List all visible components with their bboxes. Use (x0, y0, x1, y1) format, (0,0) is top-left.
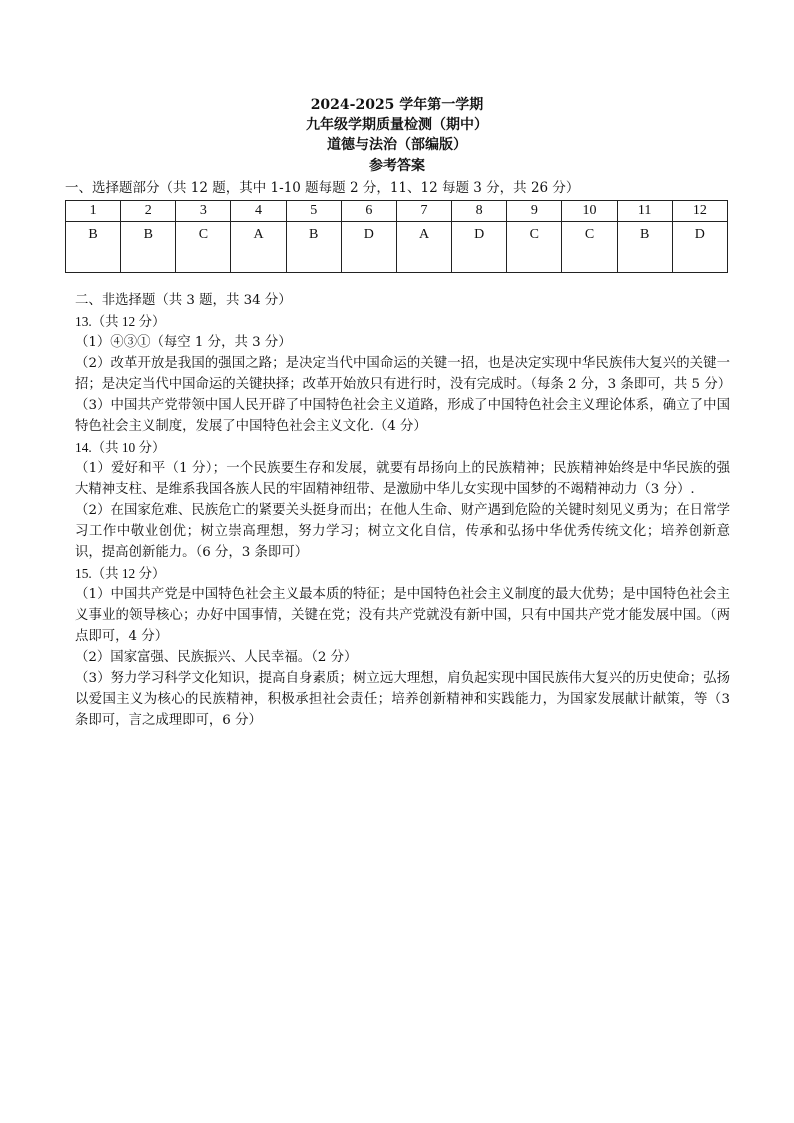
question-number-row (66, 201, 728, 222)
answer-key-heading: 参考答案 (369, 158, 425, 174)
q13-title: 13.（共 12 分） (75, 314, 166, 329)
answer-cell: B (121, 222, 176, 273)
answer-cell: A (231, 222, 286, 273)
q15-answer-3: （3）努力学习科学文化知识，提高自身素质；树立远大理想，肩负起实现中国民族伟大复兴的历史使命；弘扬以爱国主义为核心的民族精神，积极承担社会责任；培养创新精神和实践能力，为国家发展献计献策，等（3 条即可，言之成理即可，6 分） (75, 671, 730, 728)
q14-answer-1: （1）爱好和平（1 分）；一个民族要生存和发展，就要有昂扬向上的民族精神；民族精神始终是中华民族的强大精神支柱、是维系我国各族人民的牢固精神纽带、是激励中华儿女实现中国梦的不竭精神动力（3 分）. (75, 461, 730, 497)
answer-cell: D (341, 222, 396, 273)
question-number-cell: 6 (341, 201, 396, 222)
question-number-cell: 4 (231, 201, 286, 222)
answer-cell: B (66, 222, 121, 273)
question-number-cell: 10 (562, 201, 617, 222)
answer-cell: C (562, 222, 617, 273)
q14-title: 14.（共 10 分） (75, 440, 166, 455)
q15-answer-2: （2）国家富强、民族振兴、人民幸福。（2 分） (75, 650, 358, 665)
part2-title: 二、非选择题（共 3 题，共 34 分） (75, 293, 292, 308)
question-number-cell: 12 (672, 201, 727, 222)
question-number-cell: 9 (507, 201, 562, 222)
answer-cell: C (507, 222, 562, 273)
q13-answer-2: （2）改革开放是我国的强国之路；是决定当代中国命运的关键一招，也是决定实现中华民族伟大复兴的关键一招；是决定当代中国命运的关键抉择；改革开始放只有进行时，没有完成时。（每条 2 分，3 条即可，共 5 分） (75, 356, 732, 392)
question-number-cell: 7 (396, 201, 451, 222)
q15-title: 15.（共 12 分） (75, 566, 166, 581)
question-number-cell: 1 (66, 201, 121, 222)
part2-body (75, 290, 730, 731)
question-number-cell: 11 (617, 201, 672, 222)
exam-name-heading: 九年级学期质量检测（期中） (306, 117, 488, 133)
q14-answer-2: （2）在国家危难、民族危亡的紧要关头挺身而出；在他人生命、财产遇到危险的关键时刻见义勇为；在日常学习工作中敬业创优；树立崇高理想，努力学习；树立文化自信，传承和弘扬中华优秀传统文化；培养创新意识，提高创新能力。（6 分，3 条即可） (75, 503, 730, 560)
question-number-cell: 8 (452, 201, 507, 222)
answer-cell: B (286, 222, 341, 273)
part1-title: 一、选择题部分（共 12 题，其中 1-10 题每题 2 分，11、12 每题 3 分，共 26 分） (65, 180, 580, 196)
question-number-cell: 3 (176, 201, 231, 222)
answer-cell: D (452, 222, 507, 273)
answer-cell: B (617, 222, 672, 273)
answer-cell: A (396, 222, 451, 273)
question-number-cell: 5 (286, 201, 341, 222)
subject-heading: 道德与法治（部编版） (327, 137, 467, 153)
q15-answer-1: （1）中国共产党是中国特色社会主义最本质的特征；是中国特色社会主义制度的最大优势；是中国特色社会主义事业的领导核心；办好中国事情，关键在党；没有共产党就没有新中国，只有中国共产党才能发展中国。（两点即可，4 分） (75, 587, 730, 644)
answer-cell: C (176, 222, 231, 273)
answer-row (66, 222, 728, 273)
school-year-heading: 2024-2025 学年第一学期 (310, 97, 484, 113)
q13-answer-1: （1）④③①（每空 1 分，共 3 分） (75, 335, 292, 350)
q13-answer-3: （3）中国共产党带领中国人民开辟了中国特色社会主义道路，形成了中国特色社会主义理论体系，确立了中国特色社会主义制度，发展了中国特色社会主义文化.（4 分） (75, 398, 730, 434)
multiple-choice-answer-table (65, 200, 728, 273)
answer-cell: D (672, 222, 727, 273)
question-number-cell: 2 (121, 201, 176, 222)
